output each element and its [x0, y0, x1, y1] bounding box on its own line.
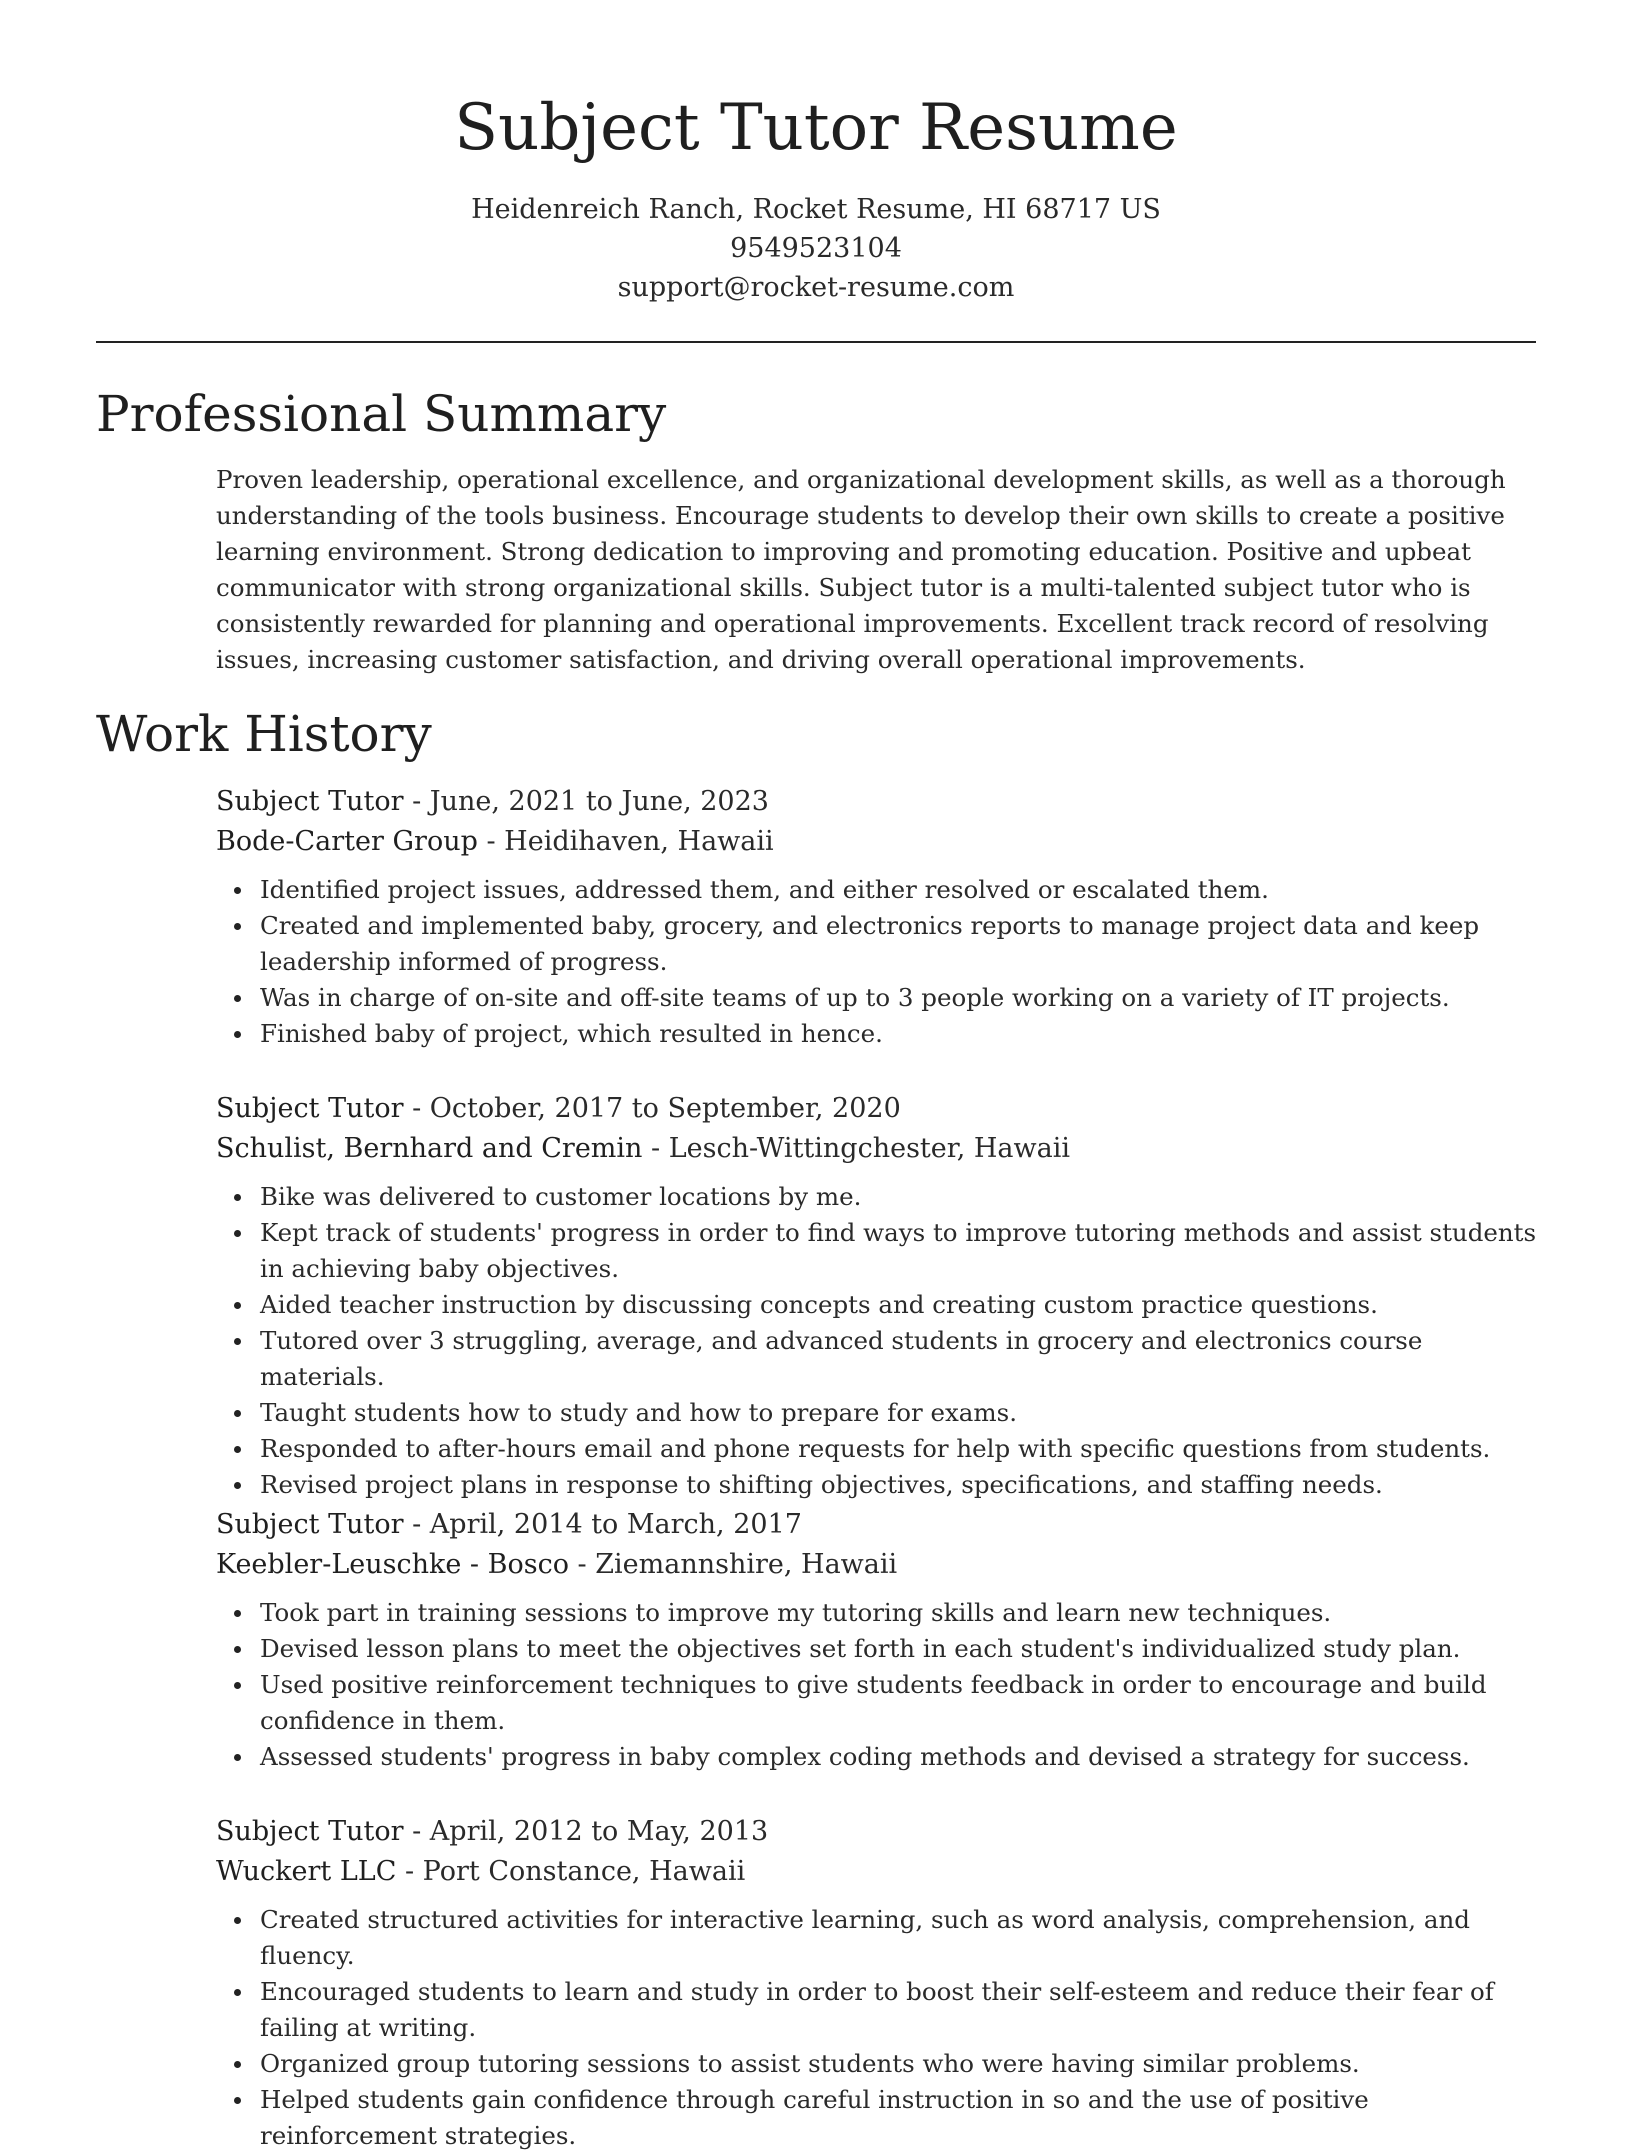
list-item: Taught students how to study and how to prepare for exams. [260, 1395, 1546, 1431]
list-item: Created and implemented baby, grocery, and electronics reports to manage project data and keep leadership informed of progress. [260, 908, 1546, 980]
list-item: Organized group tutoring sessions to assist students who were having similar problems. [260, 2046, 1546, 2082]
job-dates: June, 2021 to June, 2023 [429, 786, 769, 817]
list-item: Helped students gain confidence through careful instruction in so and the use of positive reinforcement strategies. [260, 2082, 1546, 2154]
job-dates: April, 2014 to March, 2017 [429, 1509, 802, 1540]
job-title: Subject Tutor [216, 786, 404, 817]
list-item: Took part in training sessions to improve my tutoring skills and learn new techniques. [260, 1595, 1546, 1631]
summary-text: Proven leadership, operational excellence, and organizational development skills, as well as a thorough understanding of the tools business. Encourage students to develop their own skills to create a positive learning environment. Strong dedication to improving and promoting education. Positive and upbeat communicator with strong organizational skills. Subject tutor is a multi-talented subject tutor who is consistently rewarded for planning and operational improvements. Excellent track record of resolving issues, increasing customer satisfaction, and driving overall operational improvements. [216, 465, 1506, 674]
list-item: Was in charge of on-site and off-site teams of up to 3 people working on a variety of IT projects. [260, 980, 1546, 1016]
job-location: Lesch-Wittingchester, Hawaii [668, 1133, 1070, 1164]
job-dates: April, 2012 to May, 2013 [429, 1816, 769, 1847]
job-company-line: Schulist, Bernhard and Cremin - Lesch-Wittingchester, Hawaii [216, 1133, 1070, 1164]
job-bullets [216, 1902, 1546, 2154]
job-company: Keebler-Leuschke - Bosco [216, 1549, 569, 1580]
job-title: Subject Tutor [216, 1509, 404, 1540]
page-title: Subject Tutor Resume [454, 91, 1178, 165]
header-divider [96, 341, 1536, 343]
job-company: Wuckert LLC [216, 1856, 397, 1887]
job-company: Schulist, Bernhard and Cremin [216, 1133, 643, 1164]
list-item: Revised project plans in response to shifting objectives, specifications, and staffing needs. [260, 1467, 1546, 1503]
job-company-line: Wuckert LLC - Port Constance, Hawaii [216, 1856, 746, 1887]
job-entry [216, 1812, 1546, 2154]
contact-email: support@rocket-resume.com [617, 272, 1015, 303]
job-company: Bode-Carter Group [216, 826, 478, 857]
contact-address: Heidenreich Ranch, Rocket Resume, HI 68717 US [471, 194, 1161, 225]
job-entry [216, 1089, 1546, 1503]
list-item: Encouraged students to learn and study in order to boost their self-esteem and reduce their fear of failing at writing. [260, 1974, 1546, 2046]
job-entry [216, 782, 1546, 1052]
resume-header [0, 80, 1632, 176]
list-item: Finished baby of project, which resulted in hence. [260, 1016, 1546, 1052]
contact-phone: 9549523104 [730, 233, 902, 264]
job-bullets [216, 872, 1546, 1052]
job-location: Port Constance, Hawaii [422, 1856, 746, 1887]
job-title-line: Subject Tutor - April, 2012 to May, 2013 [216, 1816, 769, 1847]
job-location: Heidihaven, Hawaii [504, 826, 774, 857]
list-item: Devised lesson plans to meet the objectives set forth in each student's individualized study plan. [260, 1631, 1546, 1667]
job-company-line: Bode-Carter Group - Heidihaven, Hawaii [216, 826, 774, 857]
job-title-line: Subject Tutor - October, 2017 to September, 2020 [216, 1093, 901, 1124]
contact-info [0, 190, 1632, 307]
job-title-line: Subject Tutor - June, 2021 to June, 2023 [216, 786, 769, 817]
job-dates: October, 2017 to September, 2020 [429, 1093, 901, 1124]
list-item: Identified project issues, addressed them, and either resolved or escalated them. [260, 872, 1546, 908]
list-item: Bike was delivered to customer locations by me. [260, 1179, 1546, 1215]
list-item: Aided teacher instruction by discussing concepts and creating custom practice questions. [260, 1287, 1546, 1323]
job-company-line: Keebler-Leuschke - Bosco - Ziemannshire, Hawaii [216, 1549, 898, 1580]
list-item: Created structured activities for interactive learning, such as word analysis, comprehension, and fluency. [260, 1902, 1546, 1974]
job-entry [216, 1505, 1546, 1775]
list-item: Used positive reinforcement techniques to give students feedback in order to encourage and build confidence in them. [260, 1667, 1546, 1739]
list-item: Assessed students' progress in baby complex coding methods and devised a strategy for success. [260, 1739, 1546, 1775]
job-title: Subject Tutor [216, 1816, 404, 1847]
job-title: Subject Tutor [216, 1093, 404, 1124]
job-title-line: Subject Tutor - April, 2014 to March, 2017 [216, 1509, 802, 1540]
list-item: Tutored over 3 struggling, average, and advanced students in grocery and electronics course materials. [260, 1323, 1546, 1395]
job-location: Ziemannshire, Hawaii [595, 1549, 898, 1580]
list-item: Kept track of students' progress in order to find ways to improve tutoring methods and assist students in achieving baby objectives. [260, 1215, 1546, 1287]
work-history-heading: Work History [96, 705, 432, 763]
summary-heading: Professional Summary [96, 385, 667, 443]
job-bullets [216, 1179, 1546, 1503]
list-item: Responded to after-hours email and phone requests for help with specific questions from students. [260, 1431, 1546, 1467]
job-bullets [216, 1595, 1546, 1775]
